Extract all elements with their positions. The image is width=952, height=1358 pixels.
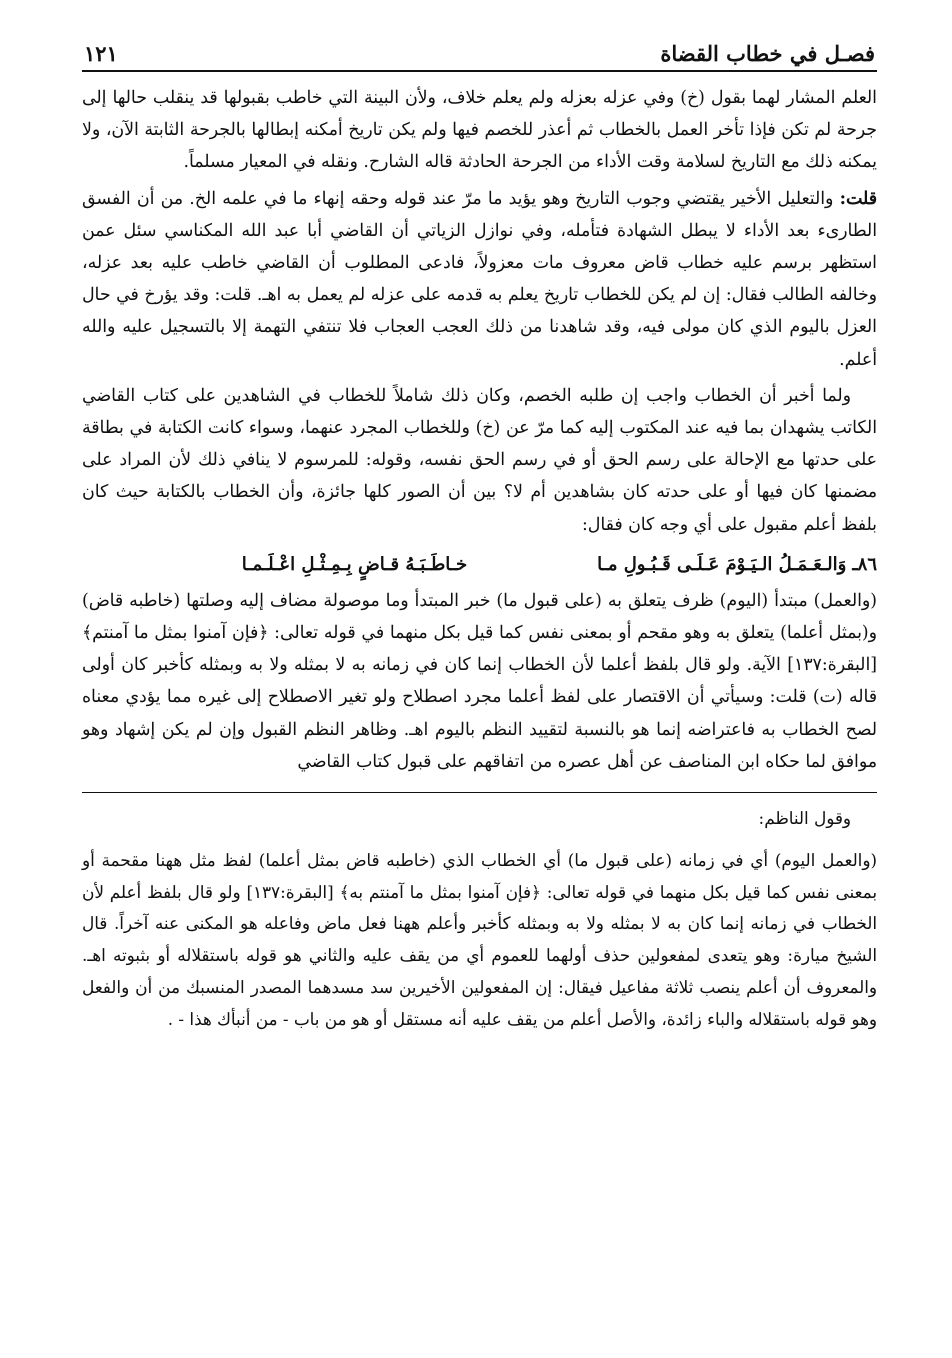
footnote-paragraph: (والعمل اليوم) أي في زمانه (على قبول ما) أي الخطاب الذي (خاطبه قاض بمثل أعلما) لفظ مثل ههنا مقحمة أو بمعنى نفس كما قيل بكل منهما في قوله تعالى: ﴿فإن آمنوا بمثل ما آمنتم به﴾ [البقرة:١٣٧] ولو قال بلفظ أعلم لأن الخطاب في زمانه إنما كان به لا بمثله ولا به وبمثله كأخبر وأعلم ههنا فعل ماض وفاعله هو المكنى عنه آخراً. قال الشيخ ميارة: وهو يتعدى لمفعولين حذف أولهما للعموم أي من يقف عليه والثاني هو قوله باستقلاله أو بثبوته اهـ. والمعروف أن أعلم ينصب ثلاثة مفاعيل فيقال: إن المفعولين الأخيرين سد مسدهما المصدر المنسبك من أن والفعل وهو قوله باستقلاله والباء زائدة، والأصل أعلم من يقف عليه أنه مستقل أو هو من باب - من أنبأك هذا - . (82, 849, 877, 1029)
paragraph-4: (والعمل) مبتدأ (اليوم) ظرف يتعلق به (على قبول ما) خبر المبتدأ وما موصولة مضاف إليه وصلتها (خاطبه قاض) و(بمثل أعلما) يتعلق به وهو مقحم أو بمعنى نفس كما قيل بكل منهما في قوله تعالى: ﴿فإن آمنوا بمثل ما آمنتم﴾ [البقرة:١٣٧] الآية. ولو قال بلفظ أعلما لأن الخطاب إنما كان في زمانه به لا بمثله ولا به وبمثله كأخبر كان أولى قاله (ت) قلت: وسيأتي أن الاقتصار على لفظ أعلما مجرد اصطلاح ولو تغير الاصطلاح إلى غيره مما يؤدي معناه لصح الخطاب به فاعتراضه إنما هو بالنسبة لتقييد النظم باليوم اهـ. وظاهر النظم القبول وإن لم يكن إشهاد وهو موافق لما حكاه ابن المناصف عن أهل عصره من اتفاقهم على قبول كتاب القاضي (82, 590, 877, 772)
paragraph-1: العلم المشار لهما بقول (خ) وفي عزله بعزله ولم يعلم خلاف، ولأن البينة التي خاطب بقبولها قد ينقلب حالها إلى جرحة لم تكن فإذا تأخر العمل بالخطاب ثم أعذر للخصم فيها ولم يكن تاريخ أمكنه إبطالها بالجرحة الثابتة الآن، ولا يمكنه ذلك مع التاريخ لسلامة وقت الأداء من الجرحة الحادثة قاله الشارح. ونقله في المعيار مسلماً. (82, 88, 877, 173)
running-title: فصـل في خطاب القضاة (660, 41, 875, 66)
verse-first-hemistich: وَالـعَـمَـلُ الـيَـوْمَ عَـلَـى قَـبُـولِ مـا (597, 553, 847, 575)
poem-verse (82, 547, 877, 583)
page-header (82, 32, 877, 72)
verse-second-hemistich: خـاطَـبَـهُ قـاضٍ بِـمِـثْـلِ اعْـلَـمـا (241, 553, 468, 575)
footnote-separator (82, 792, 877, 793)
footnote-section (82, 803, 877, 1036)
page-number: ١٢١ (84, 41, 118, 66)
paragraph-2-lead: قلت: (839, 188, 877, 209)
verse-number: ٨٦ـ (852, 553, 877, 575)
footnote-label: وقول الناظم: (758, 808, 851, 829)
main-text (82, 82, 877, 778)
paragraph-2 (82, 183, 877, 376)
paragraph-3: ولما أخبر أن الخطاب واجب إن طلبه الخصم، وكان ذلك شاملاً للخطاب في الشاهدين على كتاب القاضي الكاتب يشهدان بما فيه عند المكتوب إليه كما مرّ عن (خ) وللخطاب المجرد عنهما، وسواء كانت الكتابة في بطاقة على حدتها مع الإحالة على رسم الحق أو في رسم الحق نفسه، وقوله: للمرسوم لا ينافي ذلك لأن المراد على مضمنها كان فيها أو على حدته كان بشاهدين أم لا؟ بين أن الصور كلها جائزة، وأن الخطاب بالكتابة حيث كان بلفظ أعلم مقبول على أي وجه كان فقال: (82, 385, 877, 535)
paragraph-2-text: والتعليل الأخير يقتضي وجوب التاريخ وهو يؤيد ما مرّ عند قوله وحقه إنهاء ما في علمه الخ. من أن الفسق الطارىء بعد الأداء لا يبطل الشهادة فتأمله، وفي نوازل الزياتي أن القاضي أبا عبد الله المكناسي سئل عمن استظهر برسم عليه خطاب قاض معروف مات معزولاً، فادعى المطلوب أن القاضي خاطب عليه بعد عزله، وخالفه الطالب فقال: إن لم يكن للخطاب تاريخ يعلم به قدمه على عزله لم يعمل به اهـ. قلت: وقد يؤرخ في حال العزل باليوم الذي كان مولى فيه، وقد شاهدنا من ذلك العجب العجاب فلا تنتفي التهمة إلا بالتسجيل عليه والله أعلم. (82, 188, 877, 370)
